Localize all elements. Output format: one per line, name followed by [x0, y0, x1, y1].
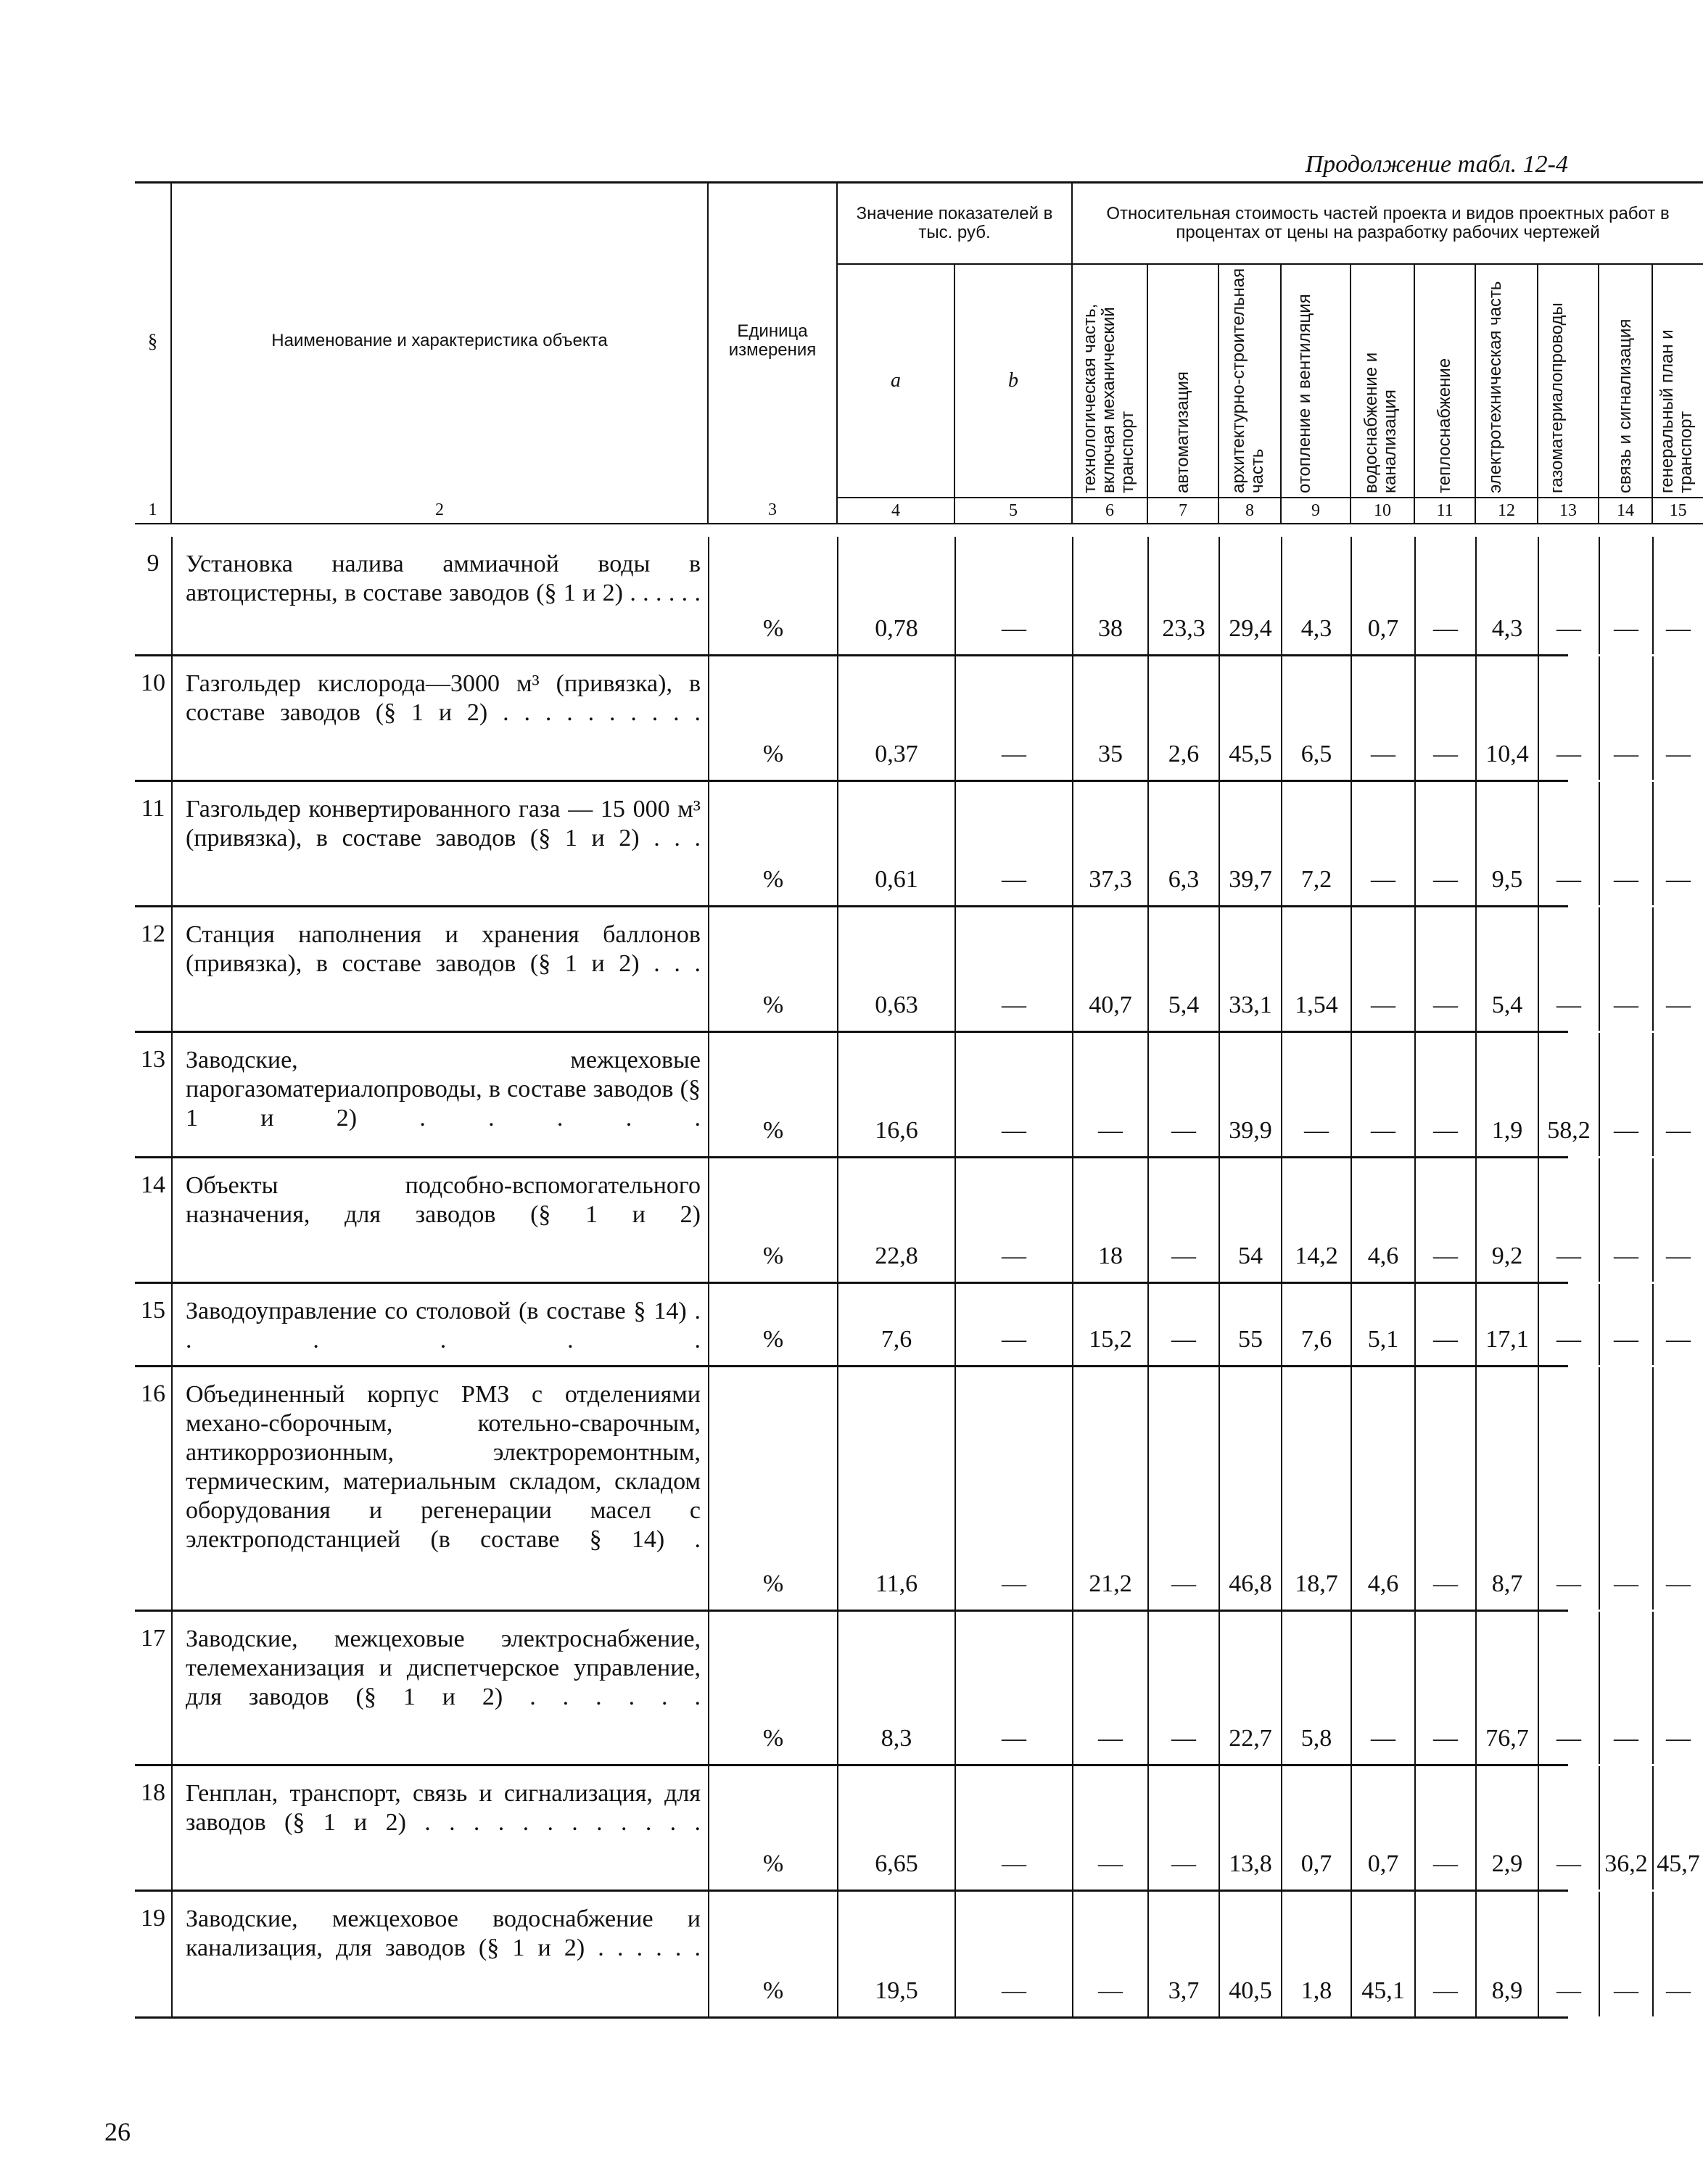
table-row: [135, 907, 1691, 1033]
row-share: 4,6: [1351, 1158, 1414, 1282]
header-b: b: [954, 264, 1072, 498]
row-share: —: [1652, 1158, 1703, 1282]
row-share: —: [1351, 907, 1414, 1031]
row-share: —: [1538, 1284, 1599, 1365]
row-share: —: [1072, 1612, 1147, 1764]
row-share: 22,7: [1219, 1612, 1281, 1764]
row-share: 4,3: [1475, 537, 1538, 654]
row-value-b: —: [954, 656, 1072, 780]
row-value-a: 0,37: [837, 656, 954, 780]
row-share: —: [1538, 1766, 1599, 1890]
row-share: 9,5: [1475, 782, 1538, 905]
row-share: —: [1538, 782, 1599, 905]
row-share: 21,2: [1072, 1367, 1147, 1610]
row-share: —: [1538, 656, 1599, 780]
row-number: 16: [141, 1380, 165, 1407]
col-number: 3: [708, 498, 837, 524]
row-share: —: [1599, 1158, 1652, 1282]
row-share: —: [1414, 1284, 1475, 1365]
row-share: 1,8: [1281, 1892, 1351, 2016]
row-share: 10,4: [1475, 656, 1538, 780]
row-share: —: [1652, 1033, 1703, 1156]
row-value-b: —: [954, 782, 1072, 905]
row-number: 19: [141, 1905, 165, 1932]
row-share: —: [1652, 782, 1703, 905]
row-share: —: [1414, 1766, 1475, 1890]
row-value-b: —: [954, 1766, 1072, 1890]
row-share: 7,2: [1281, 782, 1351, 905]
header-part-tech: технологическая часть, включая механический транспорт: [1080, 303, 1138, 493]
row-name: Объединенный корпус РМЗ с отделениями механо-сборочным, котельно-сварочным, антикоррозионным, электроремонтным, термическим, материальным складом, складом оборудования и регенерации масел с электроподстанцией (в составе § 14) .: [171, 1367, 708, 1610]
row-value-a: 8,3: [837, 1612, 954, 1764]
row-value-a: 19,5: [837, 1892, 954, 2016]
header-part-automation: автоматизация: [1173, 371, 1193, 493]
row-unit: %: [708, 907, 837, 1031]
row-share: —: [1147, 1158, 1219, 1282]
row-value-b: —: [954, 537, 1072, 654]
row-value-b: —: [954, 1892, 1072, 2016]
row-share: —: [1351, 1033, 1414, 1156]
row-share: —: [1538, 1158, 1599, 1282]
row-share: 7,6: [1281, 1284, 1351, 1365]
row-number: 9: [147, 550, 160, 577]
row-share: 55: [1219, 1284, 1281, 1365]
header-a: a: [837, 264, 954, 498]
header-part-communications: связь и сигнализация: [1615, 318, 1636, 493]
row-value-a: 6,65: [837, 1766, 954, 1890]
row-share: 18: [1072, 1158, 1147, 1282]
row-share: —: [1072, 1033, 1147, 1156]
row-share: 45,5: [1219, 656, 1281, 780]
row-share: —: [1599, 1612, 1652, 1764]
row-name: Газгольдер кислорода—3000 м³ (привязка), в составе заводов (§ 1 и 2) . . . . . . . . . .: [171, 656, 708, 780]
row-share: —: [1351, 656, 1414, 780]
row-share: 3,7: [1147, 1892, 1219, 2016]
row-number: 17: [141, 1625, 165, 1652]
header-share-group: Относительная стоимость частей проекта и видов проектных работ в процентах от цены на разработку рабочих чертежей: [1072, 183, 1703, 265]
table-row: [135, 1612, 1691, 1766]
row-share: —: [1147, 1033, 1219, 1156]
col-number: 6: [1072, 498, 1147, 524]
col-number: 7: [1147, 498, 1219, 524]
header-part-electrical: электротехническая часть: [1485, 281, 1506, 493]
row-share: 15,2: [1072, 1284, 1147, 1365]
row-share: 8,7: [1475, 1367, 1538, 1610]
row-share: —: [1599, 907, 1652, 1031]
col-number: 11: [1414, 498, 1475, 524]
row-share: 54: [1219, 1158, 1281, 1282]
row-share: 45,7: [1652, 1766, 1703, 1890]
col-number: 12: [1475, 498, 1538, 524]
header-values-group: Значение показателей в тыс. руб.: [837, 183, 1072, 265]
row-number: 18: [141, 1779, 165, 1806]
row-share: 46,8: [1219, 1367, 1281, 1610]
row-unit: %: [708, 537, 837, 654]
row-share: —: [1414, 1892, 1475, 2016]
row-number: 12: [141, 920, 165, 947]
row-unit: %: [708, 1367, 837, 1610]
row-share: —: [1599, 782, 1652, 905]
row-share: 9,2: [1475, 1158, 1538, 1282]
row-name: Заводские, межцеховые электроснабжение, телемеханизация и диспетчерское управление, для заводов (§ 1 и 2) . . . . . .: [171, 1612, 708, 1764]
table-row: [135, 1367, 1691, 1612]
header-name: Наименование и характеристика объекта: [171, 183, 708, 498]
row-share: 5,4: [1147, 907, 1219, 1031]
col-number: 15: [1652, 498, 1703, 524]
col-number: 13: [1538, 498, 1599, 524]
row-share: —: [1652, 656, 1703, 780]
row-share: —: [1414, 1033, 1475, 1156]
col-number: 9: [1281, 498, 1351, 524]
row-share: —: [1599, 1367, 1652, 1610]
header-part-water: водоснабжение и канализация: [1361, 352, 1401, 493]
row-share: 40,5: [1219, 1892, 1281, 2016]
row-share: —: [1414, 1367, 1475, 1610]
row-share: —: [1599, 656, 1652, 780]
row-value-a: 22,8: [837, 1158, 954, 1282]
row-share: 29,4: [1219, 537, 1281, 654]
row-share: —: [1652, 1612, 1703, 1764]
row-share: —: [1414, 782, 1475, 905]
row-share: 8,9: [1475, 1892, 1538, 2016]
col-number: 8: [1219, 498, 1281, 524]
row-share: —: [1147, 1612, 1219, 1764]
row-share: 23,3: [1147, 537, 1219, 654]
row-value-a: 0,61: [837, 782, 954, 905]
row-share: 5,4: [1475, 907, 1538, 1031]
row-share: 45,1: [1351, 1892, 1414, 2016]
table-row: [135, 1033, 1691, 1158]
row-value-b: —: [954, 1158, 1072, 1282]
row-name: Генплан, транспорт, связь и сигнализация, для заводов (§ 1 и 2) . . . . . . . . . . . .: [171, 1766, 708, 1890]
row-share: —: [1414, 1158, 1475, 1282]
row-value-a: 7,6: [837, 1284, 954, 1365]
row-share: 0,7: [1281, 1766, 1351, 1890]
row-share: 1,54: [1281, 907, 1351, 1031]
row-share: 35: [1072, 656, 1147, 780]
col-number: 4: [837, 498, 954, 524]
col-number: 5: [954, 498, 1072, 524]
row-share: —: [1538, 907, 1599, 1031]
row-share: 6,3: [1147, 782, 1219, 905]
col-number: 14: [1599, 498, 1652, 524]
row-share: 5,1: [1351, 1284, 1414, 1365]
row-share: —: [1652, 537, 1703, 654]
row-name: Заводоуправление со столовой (в составе § 14) . . . . . .: [171, 1284, 708, 1365]
row-share: 5,8: [1281, 1612, 1351, 1764]
row-share: —: [1599, 1033, 1652, 1156]
col-number: 2: [171, 498, 708, 524]
row-share: —: [1147, 1766, 1219, 1890]
row-share: 6,5: [1281, 656, 1351, 780]
row-unit: %: [708, 656, 837, 780]
row-value-a: 0,78: [837, 537, 954, 654]
row-share: —: [1652, 1367, 1703, 1610]
row-share: —: [1599, 537, 1652, 654]
row-share: —: [1072, 1892, 1147, 2016]
row-share: 39,9: [1219, 1033, 1281, 1156]
row-number: 11: [141, 795, 165, 822]
row-share: 38: [1072, 537, 1147, 654]
table-row: [135, 782, 1691, 907]
col-number: 10: [1351, 498, 1414, 524]
row-share: —: [1072, 1766, 1147, 1890]
row-share: 0,7: [1351, 537, 1414, 654]
row-share: 1,9: [1475, 1033, 1538, 1156]
row-share: —: [1414, 656, 1475, 780]
row-value-b: —: [954, 1612, 1072, 1764]
header-unit: Единица измерения: [708, 183, 837, 498]
row-share: 13,8: [1219, 1766, 1281, 1890]
row-share: 37,3: [1072, 782, 1147, 905]
row-share: 76,7: [1475, 1612, 1538, 1764]
row-number: 14: [141, 1171, 165, 1198]
row-share: —: [1538, 537, 1599, 654]
table-body: [135, 537, 1700, 2019]
row-unit: %: [708, 1284, 837, 1365]
row-share: —: [1652, 1284, 1703, 1365]
row-name: Объекты подсобно-вспомогательного назначения, для заводов (§ 1 и 2): [171, 1158, 708, 1282]
table-row: [135, 1158, 1691, 1284]
row-share: 2,9: [1475, 1766, 1538, 1890]
row-number: 15: [141, 1297, 165, 1324]
row-share: —: [1281, 1033, 1351, 1156]
row-share: 4,3: [1281, 537, 1351, 654]
table-caption: Продолжение табл. 12-4: [1305, 151, 1568, 178]
header-part-heat-supply: теплоснабжение: [1435, 358, 1455, 493]
row-share: —: [1652, 1892, 1703, 2016]
table-row: [135, 656, 1691, 782]
row-name: Газгольдер конвертированного газа — 15 000 м³ (привязка), в составе заводов (§ 1 и 2) . . .: [171, 782, 708, 905]
row-share: —: [1147, 1284, 1219, 1365]
row-share: 39,7: [1219, 782, 1281, 905]
table-row: [135, 1766, 1700, 1892]
row-share: —: [1414, 537, 1475, 654]
row-share: —: [1351, 1612, 1414, 1764]
row-share: 17,1: [1475, 1284, 1538, 1365]
col-number: 1: [135, 498, 171, 524]
header-part-general-plan: генеральный план и транспорт: [1657, 329, 1696, 493]
row-name: Заводские, межцеховые парогазоматериалопроводы, в составе заводов (§ 1 и 2) . . . . .: [171, 1033, 708, 1156]
row-name: Заводские, межцеховое водоснабжение и канализация, для заводов (§ 1 и 2) . . . . . .: [171, 1892, 708, 2016]
row-share: —: [1538, 1612, 1599, 1764]
row-share: —: [1599, 1284, 1652, 1365]
row-value-b: —: [954, 1284, 1072, 1365]
row-unit: %: [708, 1612, 837, 1764]
row-share: 14,2: [1281, 1158, 1351, 1282]
row-share: 4,6: [1351, 1367, 1414, 1610]
row-share: 58,2: [1538, 1033, 1599, 1156]
table-row: [135, 1284, 1691, 1367]
row-value-b: —: [954, 907, 1072, 1031]
row-share: 40,7: [1072, 907, 1147, 1031]
row-number: 13: [141, 1046, 165, 1073]
row-share: —: [1538, 1367, 1599, 1610]
row-share: —: [1351, 782, 1414, 905]
row-share: —: [1599, 1892, 1652, 2016]
row-value-b: —: [954, 1033, 1072, 1156]
page-number: 26: [104, 2117, 131, 2146]
row-unit: %: [708, 1158, 837, 1282]
row-value-a: 11,6: [837, 1367, 954, 1610]
row-share: 33,1: [1219, 907, 1281, 1031]
row-share: 36,2: [1599, 1766, 1652, 1890]
row-share: —: [1652, 907, 1703, 1031]
row-share: 18,7: [1281, 1367, 1351, 1610]
table-row: [135, 537, 1691, 656]
row-share: —: [1147, 1367, 1219, 1610]
row-share: —: [1538, 1892, 1599, 2016]
row-share: —: [1414, 1612, 1475, 1764]
row-unit: %: [708, 1892, 837, 2016]
row-value-b: —: [954, 1367, 1072, 1610]
table-row: [135, 1892, 1691, 2019]
row-number: 10: [141, 669, 165, 696]
row-unit: %: [708, 1766, 837, 1890]
row-value-a: 0,63: [837, 907, 954, 1031]
header-part-gas-pipelines: газоматериалопроводы: [1547, 302, 1567, 493]
header-part-heating: отопление и вентиляция: [1295, 294, 1315, 493]
table-header: [135, 181, 1703, 524]
header-part-architecture: архитектурно-строительная часть: [1229, 268, 1268, 493]
row-share: 2,6: [1147, 656, 1219, 780]
row-name: Установка налива аммиачной воды в автоцистерны, в составе заводов (§ 1 и 2) . . . . . .: [171, 537, 708, 654]
row-value-a: 16,6: [837, 1033, 954, 1156]
row-unit: %: [708, 1033, 837, 1156]
header-para: §: [147, 329, 158, 352]
row-unit: %: [708, 782, 837, 905]
row-share: 0,7: [1351, 1766, 1414, 1890]
row-name: Станция наполнения и хранения баллонов (привязка), в составе заводов (§ 1 и 2) . . .: [171, 907, 708, 1031]
row-share: —: [1414, 907, 1475, 1031]
